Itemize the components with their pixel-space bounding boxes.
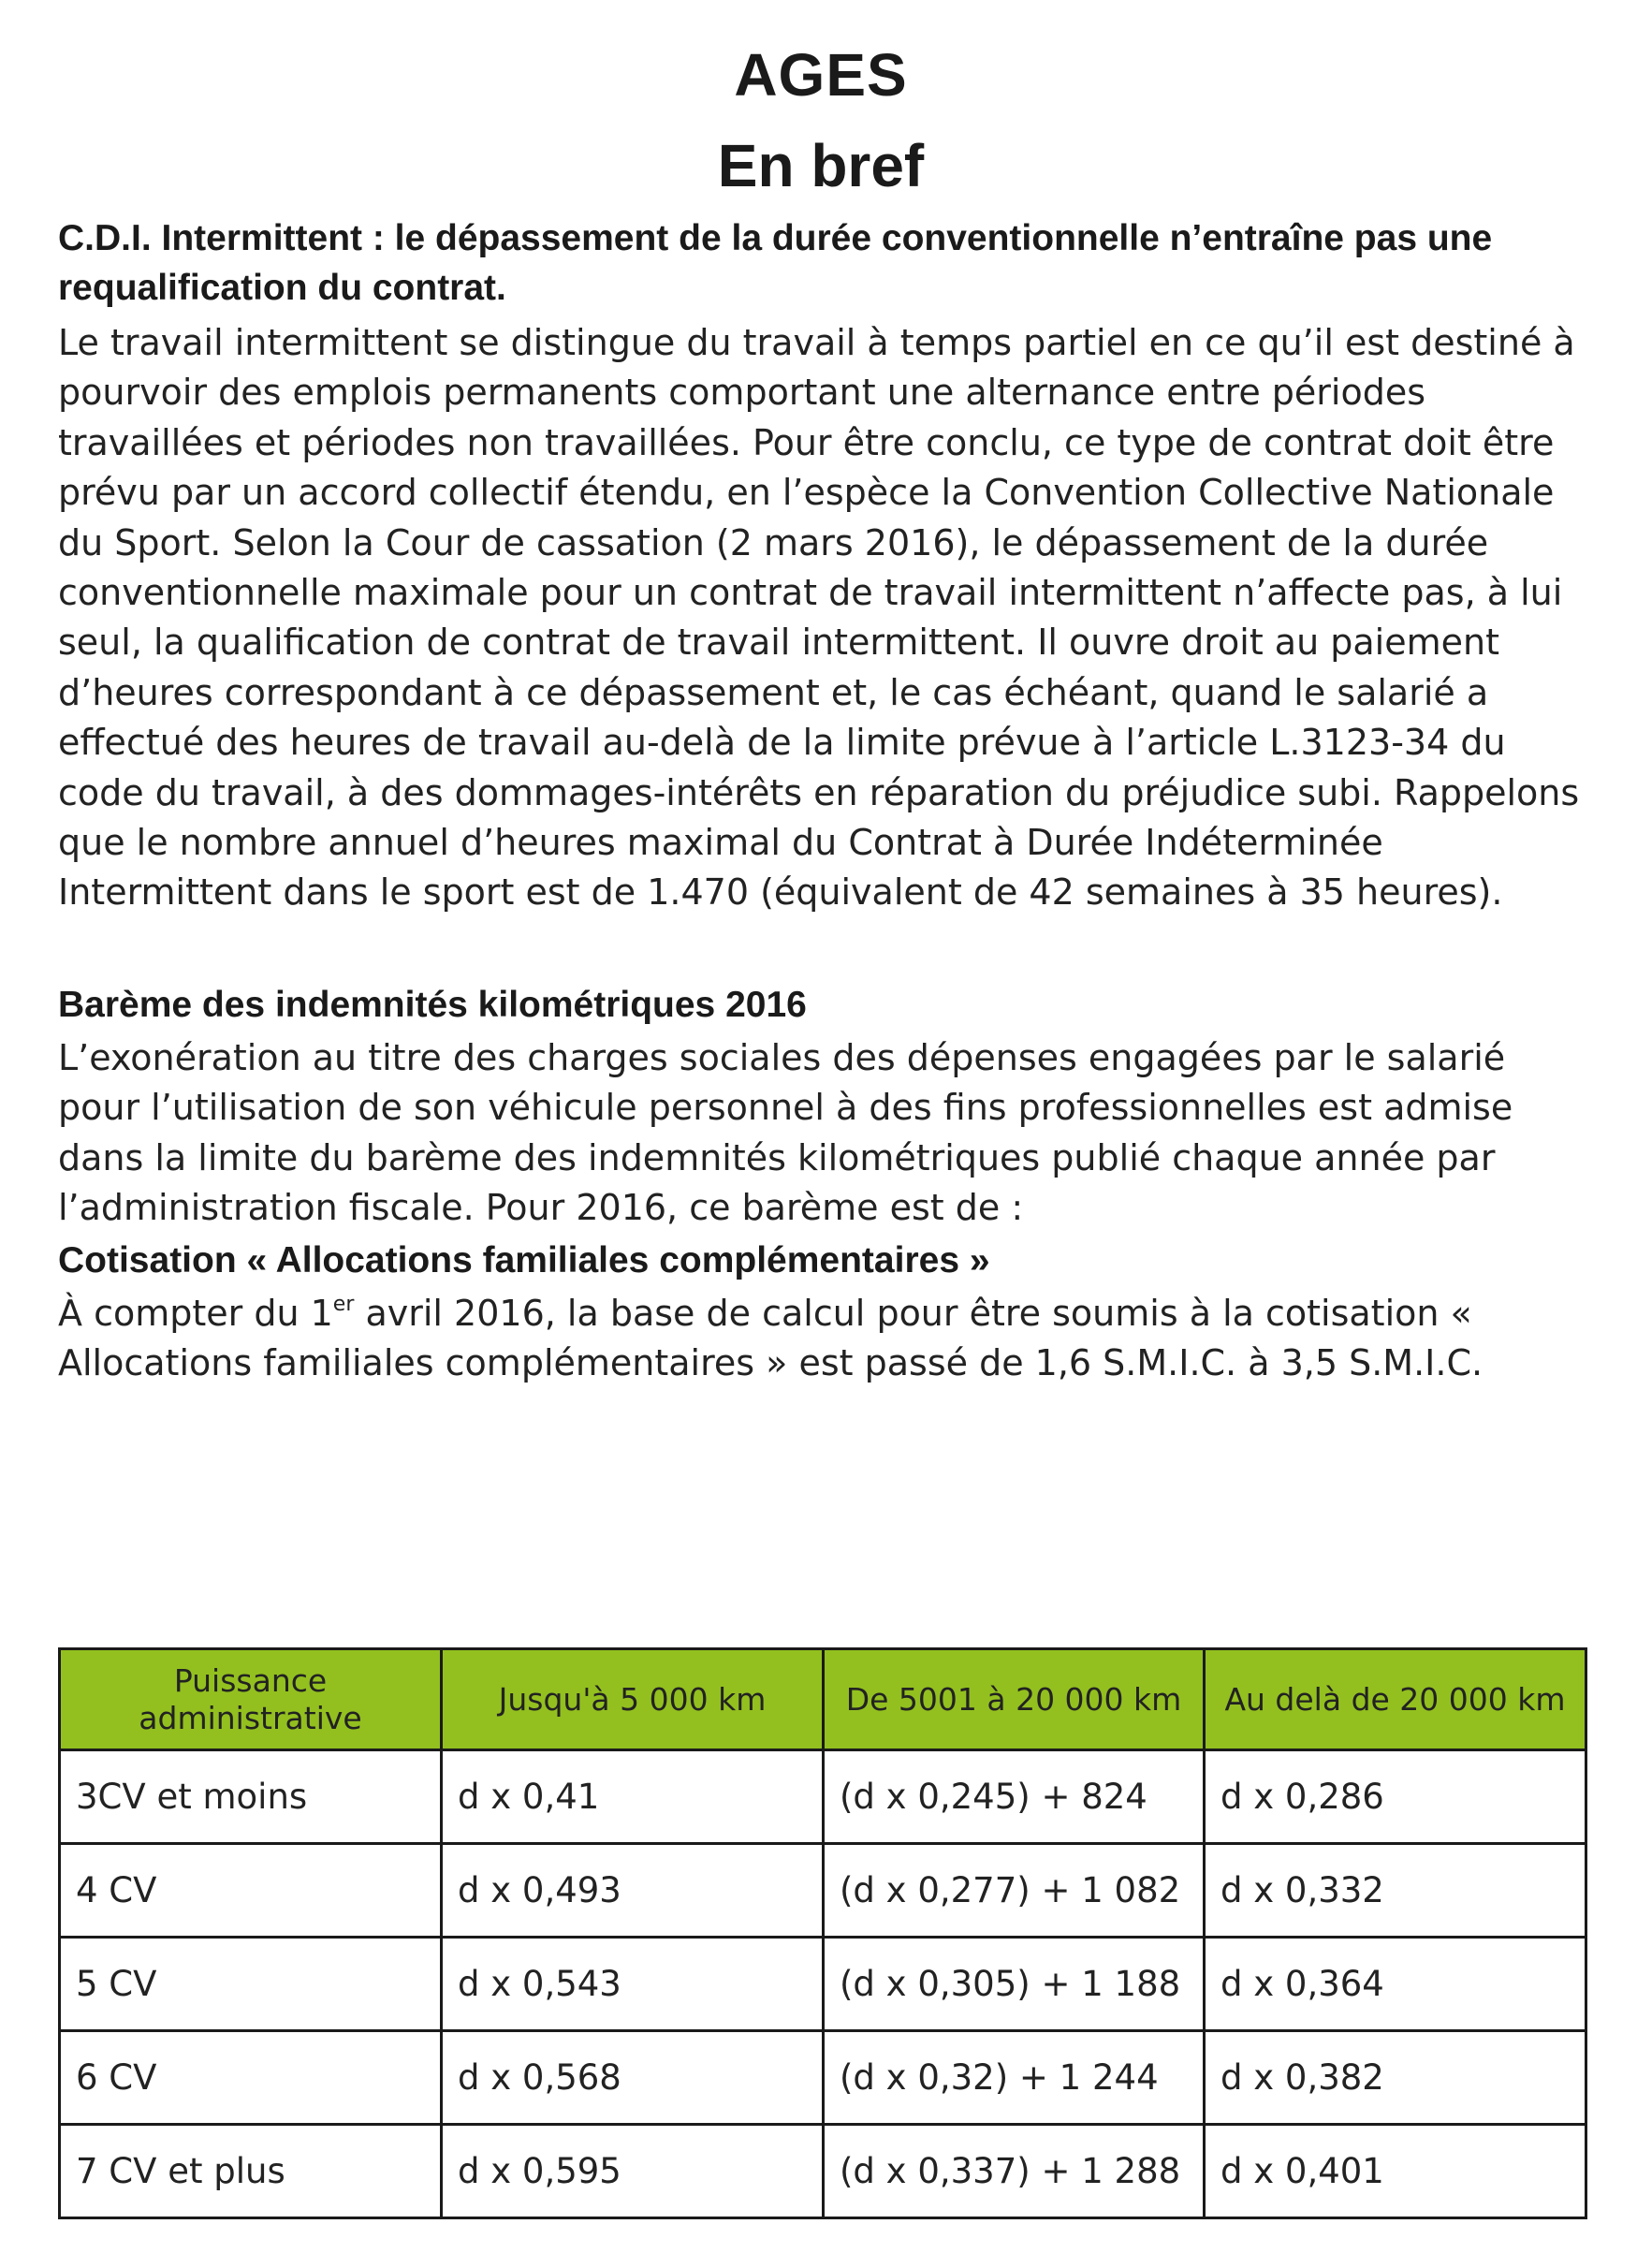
table-row [60,2125,1586,2218]
header-jusqu-5000: Jusqu'à 5 000 km [442,1649,824,1750]
cell-5001-20000: (d x 0,277) + 1 082 [824,1844,1205,1938]
cell-jusqu-5000: d x 0,41 [442,1750,824,1844]
cell-5001-20000: (d x 0,32) + 1 244 [824,2031,1205,2125]
cell-au-dela-20000: d x 0,364 [1205,1938,1586,2031]
section-body-cotisation [58,1289,1584,1389]
cell-puissance: 3CV et moins [60,1750,442,1844]
ordinal-superscript: er [332,1292,355,1316]
cell-au-dela-20000: d x 0,382 [1205,2031,1586,2125]
section-heading-cdi: C.D.I. Intermittent : le dépassement de la durée conventionnelle n’entraîne pas une requalification du contrat. [58,218,1493,308]
header-5001-20000: De 5001 à 20 000 km [824,1649,1205,1750]
page-subtitle: En bref [717,132,925,199]
document-page [58,37,1584,1388]
cell-jusqu-5000: d x 0,595 [442,2125,824,2218]
cell-au-dela-20000: d x 0,401 [1205,2125,1586,2218]
section-body-cdi: Le travail intermittent se distingue du travail à temps partiel en ce qu’il est destiné à pourvoir des emplois permanents comportant une alternance entre périodes travaillées et périodes non travaillées. Pour être conclu, ce type de contrat doit être prévu par un accord collectif étendu, en l’espèce la Convention Collective Nationale du Sport. Selon la Cour de cassation (2 mars 2016), le dépassement de la durée conventionnelle maximale pour un contrat de travail intermittent n’affecte pas, à lui seul, la qualification de contrat de travail intermittent. Il ouvre droit au paiement d’heures correspondant à ce dépassement et, le cas échéant, quand le salarié a effectué des heures de travail au-delà de la limite prévue à l’article L.3123-34 du code du travail, à des dommages-intérêts en réparation du préjudice subi. Rappelons que le nombre annuel d’heures maximal du Contrat à Durée Indéterminée Intermittent dans le sport est de 1.470 (équivalent de 42 semaines à 35 heures). [58,322,1580,914]
table-header-row [60,1649,1586,1750]
cell-jusqu-5000: d x 0,493 [442,1844,824,1938]
table-row [60,1750,1586,1844]
cell-5001-20000: (d x 0,305) + 1 188 [824,1938,1205,2031]
bareme-table [58,1647,1587,2219]
cell-5001-20000: (d x 0,337) + 1 288 [824,2125,1205,2218]
cell-puissance: 7 CV et plus [60,2125,442,2218]
cell-puissance: 6 CV [60,2031,442,2125]
page-title: AGES [734,41,908,109]
table-row [60,1844,1586,1938]
cell-jusqu-5000: d x 0,568 [442,2031,824,2125]
cell-puissance: 5 CV [60,1938,442,2031]
cell-au-dela-20000: d x 0,332 [1205,1844,1586,1938]
cell-puissance: 4 CV [60,1844,442,1938]
table-row [60,1938,1586,2031]
header-au-dela-20000: Au delà de 20 000 km [1205,1649,1586,1750]
section-heading-bareme: Barème des indemnités kilométriques 2016 [58,984,807,1025]
cotisation-text-start: À compter du 1 [58,1292,333,1334]
cotisation-text-end: avril 2016, la base de calcul pour être soumis à la cotisation « Allocations familiales complémentaires » est passé de 1,6 S.M.I.C. à 3,5 S.M.I.C. [58,1292,1484,1383]
cell-au-dela-20000: d x 0,286 [1205,1750,1586,1844]
cell-jusqu-5000: d x 0,543 [442,1938,824,2031]
section-body-bareme: L’exonération au titre des charges sociales des dépenses engagées par le salarié pour l’utilisation de son véhicule personnel à des fins professionnelles est admise dans la limite du barème des indemnités kilométriques publié chaque année par l’administration fiscale. Pour 2016, ce barème est de : [58,1036,1513,1229]
header-puissance: Puissance administrative [60,1649,442,1750]
cell-5001-20000: (d x 0,245) + 824 [824,1750,1205,1844]
section-heading-cotisation: Cotisation « Allocations familiales complémentaires » [58,1239,990,1280]
table-row [60,2031,1586,2125]
